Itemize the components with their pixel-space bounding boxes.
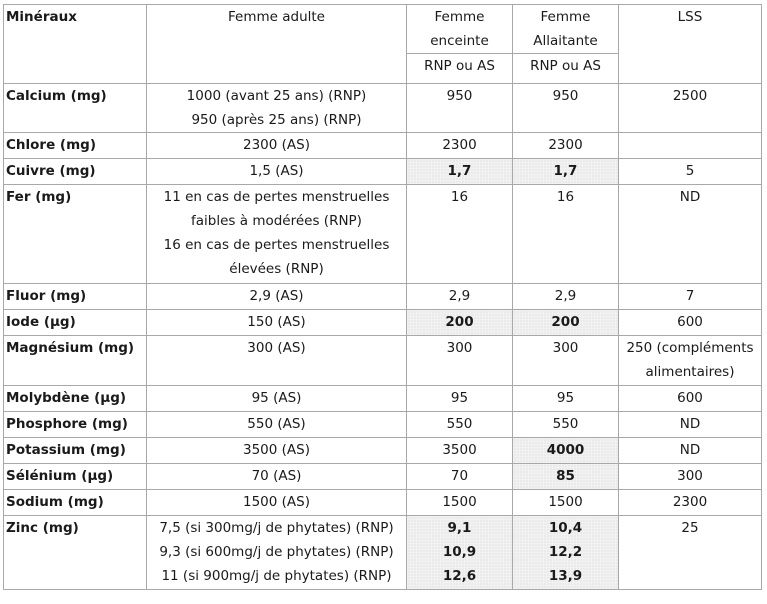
header-sub-label: RNP ou AS (513, 53, 618, 78)
header-sub-label: RNP ou AS (407, 53, 512, 78)
table-row-fer: Fer (mg) 11 en cas de pertes menstruelles faibles à modérées (RNP) 16 en cas de pertes menstruelles élevées (RNP) 16 16 ND (4, 185, 762, 284)
table-row-magnesium: Magnésium (mg) 300 (AS) 300 300 250 (compléments alimentaires) (4, 336, 762, 386)
table-row-selenium: Sélénium (µg) 70 (AS) 70 85 300 (4, 464, 762, 490)
table-row-potassium: Potassium (mg) 3500 (AS) 3500 4000 ND (4, 438, 762, 464)
table-row-molybdene: Molybdène (µg) 95 (AS) 95 95 600 (4, 386, 762, 412)
table-header-row (4, 5, 762, 84)
table-row-fluor: Fluor (mg) 2,9 (AS) 2,9 2,9 7 (4, 284, 762, 310)
table-row-chlore: Chlore (mg) 2300 (AS) 2300 2300 (4, 133, 762, 159)
table-row-iode: Iode (µg) 150 (AS) 200 200 600 (4, 310, 762, 336)
header-lss: LSS (619, 5, 762, 84)
minerals-table (3, 4, 762, 590)
table-row-sodium: Sodium (mg) 1500 (AS) 1500 1500 2300 (4, 490, 762, 516)
header-femme-enceinte: Femme enceinte RNP ou AS (407, 5, 513, 84)
header-mineraux: Minéraux (4, 5, 147, 84)
table-row-phosphore: Phosphore (mg) 550 (AS) 550 550 ND (4, 412, 762, 438)
table-row-calcium: Calcium (mg) 1000 (avant 25 ans) (RNP) 950 (après 25 ans) (RNP) 950 950 2500 (4, 84, 762, 133)
table-row-zinc: Zinc (mg) 7,5 (si 300mg/j de phytates) (RNP) 9,3 (si 600mg/j de phytates) (RNP) 11 (si 900mg/j de phytates) (RNP) 9,1 10,9 12,6 10,4 12,2 13,9 25 (4, 516, 762, 590)
header-femme-allaitante: Femme Allaitante RNP ou AS (513, 5, 619, 84)
table-row-cuivre: Cuivre (mg) 1,5 (AS) 1,7 1,7 5 (4, 159, 762, 185)
header-femme-adulte: Femme adulte (147, 5, 407, 84)
